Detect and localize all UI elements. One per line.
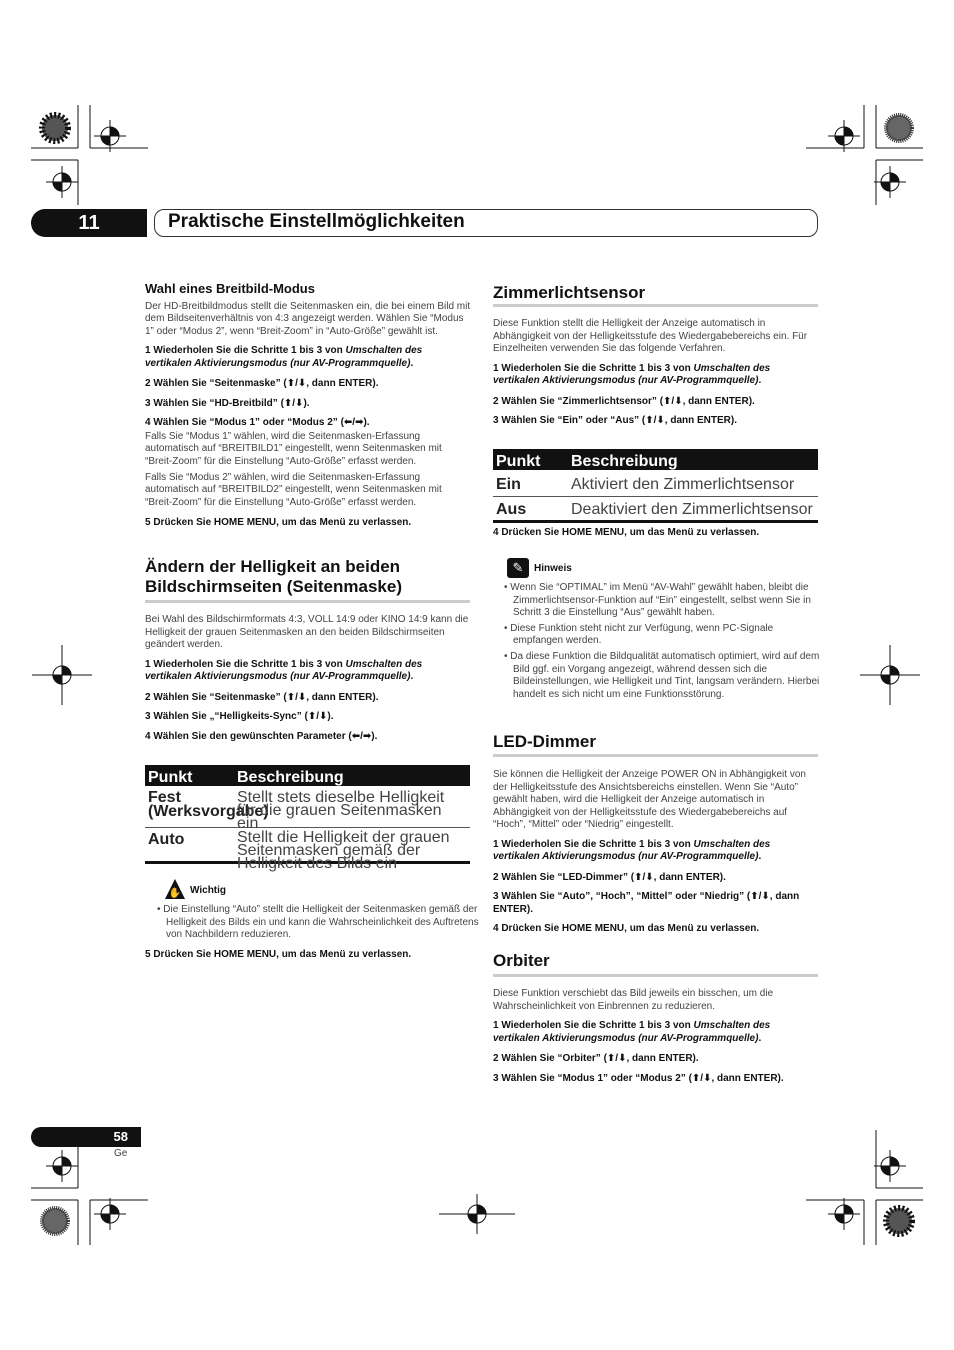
warning-icon-svg [164,878,186,900]
section-title-seitenmaske: Ändern der Helligkeit an beiden Bildschirmseiten (Seitenmaske) [145,557,402,596]
seitenmaske-step-4: 4 Wählen Sie den gewünschten Parameter (⬅/➡). [145,730,378,742]
chapter-title: Praktische Einstellmöglichkeiten [168,211,465,232]
led-step-1 [493,839,819,864]
chapter-number: 11 [31,209,147,237]
section-title-led: LED-Dimmer [493,732,596,751]
led-step-3: 3 Wählen Sie “Auto”, “Hoch”, “Mittel” oder “Niedrig” (⬆/⬇, dann ENTER). [493,891,800,915]
led-intro: Sie können die Helligkeit der Anzeige POWER ON in Abhängigkeit von der Helligkeitsstufe des Ansichtsbereichs einstellen. Wenn Sie “Auto” gewählt haben, wird die Helligkeit der Anzeige automatisch in Abhängigkeit von der Helligkeitsstufe des Wiedergabebereichs auf “Hoch”, “Mittel” oder “Niedrig” eingestellt. [493,769,806,831]
note-pencil-icon: ✎ [507,558,529,578]
step-text-end: . [758,851,762,863]
orbiter-intro: Diese Funktion verschiebt das Bild jeweils ein bisschen, um die Wahrscheinlichkeit von Einbrennen zu reduzieren. [493,988,774,1012]
zimmerlicht-section [493,283,819,303]
led-step-4: 4 Drücken Sie HOME MENU, um das Menü zu verlassen. [493,923,760,935]
orbiter-step-1 [493,1020,819,1045]
table-cell-desc: Deaktiviert den Zimmerlichtsensor [571,501,813,518]
step-reference: Umschalten des vertikalen Aktivierungsmodus (nur AV-Programmquelle) [493,838,771,863]
table-header [493,449,818,470]
table-row [493,472,818,497]
orbiter-step-2: 2 Wählen Sie “Orbiter” (⬆/⬇, dann ENTER). [493,1053,699,1065]
table-header-item: Punkt [496,453,541,470]
warning-icon [164,878,186,900]
zimmerlicht-step-2: 2 Wählen Sie “Zimmerlichtsensor” (⬆/⬇, dann ENTER). [493,395,755,407]
hint-item-text: Diese Funktion steht nicht zur Verfügung, wenn PC-Signale empfangen werden. [510,622,774,647]
table-cell-desc: Stellt die Helligkeit der grauen Seitenmasken gemäß der Helligkeit des Bilds ein [237,829,450,872]
table-row [145,828,470,872]
breitbild-intro: Der HD-Breitbildmodus stellt die Seitenmasken ein, die bei einem Bild mit dem Bildseitenverhältnis von 4:3 angezeigt werden. Wählen Sie “Modus 1” oder “Modus 2”, wenn “Breit-Zoom” in “Auto-Größe” gewählt ist. [145,300,471,337]
zimmerlicht-step-1 [493,363,819,388]
step-text-end: . [758,1032,762,1044]
breitbild-modus2-text: Falls Sie “Modus 2” wählen, wird die Seitenmasken-Erfassung automatisch auf “BREITBILD2” eingestellt, wenn Seitenmasken mit “Breit-Zoom” für die Einstellung “Auto-Größe” erfasst werden. [145,471,442,508]
seitenmaske-section [145,557,471,597]
section-rule [493,974,818,977]
table-header-desc: Beschreibung [571,453,678,470]
step-text: 1 Wiederholen Sie die Schritte 1 bis 3 von [493,362,694,374]
section-title-orbiter: Orbiter [493,951,550,970]
step-text: 1 Wiederholen Sie die Schritte 1 bis 3 von [493,1020,694,1032]
orbiter-body [493,988,819,1085]
led-section [493,732,819,752]
hint-list [502,582,820,701]
led-body [493,769,819,936]
seitenmaske-body [145,614,471,743]
breitbild-step-4: 4 Wählen Sie “Modus 1” oder “Modus 2” (⬅/➡). [145,417,370,429]
zimmerlicht-intro: Diese Funktion stellt die Helligkeit der Anzeige automatisch in Abhängigkeit von der Helligkeitsstufe des Wiedergabebereichs ein. Für Einzelheiten verwenden Sie das folgende Verfahren. [493,318,808,355]
svg-text:✋: ✋ [168,888,182,899]
seitenmaske-step-5: 5 Drücken Sie HOME MENU, um das Menü zu verlassen. [145,949,412,960]
zimmerlicht-body [493,318,819,428]
hint-item: • Diese Funktion steht nicht zur Verfügung, wenn PC-Signale empfangen werden. [504,622,774,647]
page-language: Ge [114,1148,128,1159]
step-text: 1 Wiederholen Sie die Schritte 1 bis 3 von [145,345,346,357]
step-reference: Umschalten des vertikalen Aktivierungsmodus (nur AV-Programmquelle) [145,345,423,369]
seitenmaske-step-1 [145,659,471,684]
hint-item-text: Da diese Funktion die Bildqualität automatisch optimiert, wird auf dem Bild ggf. ein Vorgang angezeigt, während dessen sich die Bildeinstellungen, wie Helligkeit und Tint, langsam verändern. Hierbei handelt es sich nicht um eine Funktionsstörung. [510,650,820,700]
seitenmaske-intro: Bei Wahl des Bildschirmformats 4:3, VOLL 14:9 oder KINO 14:9 kann die Helligkeit der grauen Seitenmasken an den beiden Bildschirmseiten geändert werden. [145,614,469,651]
step-reference: Umschalten des vertikalen Aktivierungsmodus (nur AV-Programmquelle) [145,658,423,683]
table-cell-item: Fest (Werksvorgabe) [148,789,269,820]
table-cell-item: Auto [148,831,185,848]
breitbild-step-1 [145,345,471,370]
hint-item: • Wenn Sie “OPTIMAL” im Menü “AV-Wahl” gewählt haben, bleibt die Zimmerlichtsensor-Funktion auf “Ein” eingestellt, selbst wenn Sie in Schritt 3 die Einstellung “Aus” gewählt haben. [504,582,811,619]
section-rule [493,754,818,757]
zimmerlicht-table [493,449,818,523]
page-number: 58 [31,1127,141,1147]
table-header [145,765,470,786]
section-rule [493,304,818,307]
led-step-2: 2 Wählen Sie “LED-Dimmer” (⬆/⬇, dann ENTER). [493,871,726,883]
hint-title: Hinweis [534,563,572,574]
table-header-item: Punkt [148,769,193,786]
left-column [145,283,471,530]
orbiter-step-3: 3 Wählen Sie “Modus 1” oder “Modus 2” (⬆/⬇, dann ENTER). [493,1072,784,1084]
orbiter-section [493,951,819,971]
table-cell-desc: Stellt stets dieselbe Helligkeit für die grauen Seitenmasken ein [237,789,445,832]
breitbild-step-2: 2 Wählen Sie “Seitenmaske” (⬆/⬇, dann ENTER). [145,378,379,390]
note-text: • Die Einstellung “Auto” stellt die Helligkeit der Seitenmasken gemäß der Helligkeit des Bilds ein und kann die Wahrscheinlichkeit des Auftretens von Nachbildern reduzieren. [157,904,479,941]
step-reference: Umschalten des vertikalen Aktivierungsmodus (nur AV-Programmquelle) [493,362,771,387]
hint-item-text: Wenn Sie “OPTIMAL” im Menü “AV-Wahl” gewählt haben, bleibt die Zimmerlichtsensor-Funktion auf “Ein” eingestellt, selbst wenn Sie in Schritt 3 die Einstellung “Aus” gewählt haben. [510,582,811,619]
section-title-zimmerlicht: Zimmerlichtsensor [493,283,646,302]
step-text-end: . [410,671,414,683]
table-cell-desc: Aktiviert den Zimmerlichtsensor [571,476,795,493]
seitenmaske-step-2: 2 Wählen Sie “Seitenmaske” (⬆/⬇, dann ENTER). [145,691,379,703]
table-cell-item: Aus [496,501,527,518]
section-rule [145,600,470,603]
table-header-desc: Beschreibung [237,769,344,786]
step-text: 1 Wiederholen Sie die Schritte 1 bis 3 von [493,838,694,850]
section-title-breitbild: Wahl eines Breitbild-Modus [145,281,315,296]
seitenmaske-step-3: 3 Wählen Sie „“Helligkeits-Sync” (⬆/⬇). [145,711,334,723]
table-row [493,497,818,523]
zimmerlicht-step-4: 4 Drücken Sie HOME MENU, um das Menü zu verlassen. [493,527,760,538]
step-text-end: . [410,357,414,369]
table-row [145,789,470,832]
seitenmaske-table [145,765,470,872]
zimmerlicht-step-3: 3 Wählen Sie “Ein” oder “Aus” (⬆/⬇, dann ENTER). [493,415,738,427]
breitbild-step-5: 5 Drücken Sie HOME MENU, um das Menü zu verlassen. [145,517,412,529]
step-text-end: . [758,375,762,387]
step-reference: Umschalten des vertikalen Aktivierungsmodus (nur AV-Programmquelle) [493,1020,771,1044]
breitbild-step-3: 3 Wählen Sie “HD-Breitbild” (⬆/⬇). [145,397,310,409]
hint-item: • Da diese Funktion die Bildqualität automatisch optimiert, wird auf dem Bild ggf. ein Vorgang angezeigt, während dessen sich die Bildeinstellungen, wie Helligkeit und Tint, langsam verändern. Hierbei handelt es sich nicht um eine Funktionsstörung. [504,650,820,700]
note-title: Wichtig [190,885,227,896]
table-cell-item: Ein [496,476,521,493]
breitbild-modus1-text: Falls Sie “Modus 1” wählen, wird die Seitenmasken-Erfassung automatisch auf “BREITBILD1” eingestellt, wenn Seitenmasken mit “Breit-Zoom” für die Einstellung “Auto-Größe” erfasst werden. [145,430,442,467]
step-text: 1 Wiederholen Sie die Schritte 1 bis 3 von [145,658,346,670]
